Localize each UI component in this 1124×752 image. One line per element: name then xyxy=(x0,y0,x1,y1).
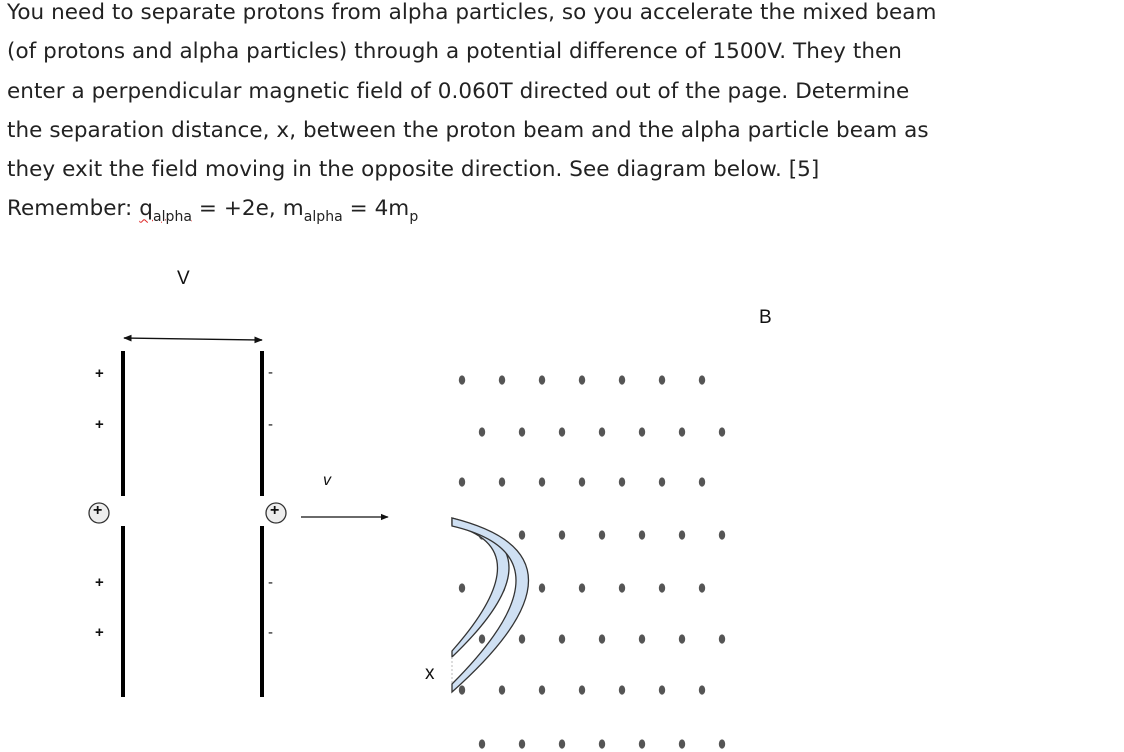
minus-sign-1: - xyxy=(268,364,273,381)
plus-sign-4: + xyxy=(95,624,104,641)
field-dot xyxy=(679,530,685,539)
field-dot xyxy=(619,375,625,384)
separation-label: x xyxy=(425,663,435,684)
field-dot xyxy=(499,685,505,694)
field-dot xyxy=(519,427,525,436)
field-dot xyxy=(639,739,645,748)
m-proton-subscript: p xyxy=(409,209,419,226)
field-dot xyxy=(559,634,565,643)
field-dot xyxy=(699,477,705,486)
field-dot xyxy=(599,634,605,643)
question-line-3: enter a perpendicular magnetic field of 0.060T directed out of the page. Determine xyxy=(7,78,910,104)
field-dot xyxy=(659,583,665,592)
voltage-arrow xyxy=(124,338,262,340)
m-alpha-symbol: $m_{alpha}$ xyxy=(282,196,343,226)
field-dot xyxy=(719,739,725,748)
field-dot xyxy=(539,477,545,486)
field-dot xyxy=(519,530,525,539)
field-dot xyxy=(459,583,465,592)
ion-exit-sign: + xyxy=(270,502,280,519)
question-line-5: they exit the field moving in the opposite direction. See diagram below. [5] xyxy=(7,157,820,183)
field-dot xyxy=(499,375,505,384)
field-dot xyxy=(579,375,585,384)
field-dot xyxy=(559,427,565,436)
q-alpha-value: = +2e, xyxy=(192,196,283,222)
field-dot xyxy=(699,375,705,384)
field-dot xyxy=(719,530,725,539)
remember-prefix: Remember: xyxy=(7,196,140,222)
plus-sign-1: + xyxy=(95,365,104,382)
field-dot xyxy=(459,375,465,384)
field-dot xyxy=(579,583,585,592)
field-dot xyxy=(639,634,645,643)
question-line-4: the separation distance, x, between the proton beam and the alpha particle beam as xyxy=(7,117,929,143)
field-dot xyxy=(719,634,725,643)
field-dot xyxy=(479,427,485,436)
field-dot xyxy=(619,583,625,592)
field-dot xyxy=(659,685,665,694)
field-dot xyxy=(519,634,525,643)
q-alpha-symbol: $q_{alpha}$ xyxy=(139,196,192,226)
field-dot xyxy=(459,685,465,694)
field-dot xyxy=(479,739,485,748)
field-dot xyxy=(699,583,705,592)
field-dot xyxy=(719,427,725,436)
field-dot xyxy=(479,634,485,643)
field-dot xyxy=(579,477,585,486)
field-dot xyxy=(539,685,545,694)
field-dot xyxy=(679,739,685,748)
field-dot xyxy=(519,739,525,748)
field-dot xyxy=(659,477,665,486)
minus-sign-3: - xyxy=(268,574,273,591)
question-line-2: (of protons and alpha particles) through a potential difference of 1500V. They then xyxy=(7,39,902,65)
plus-sign-3: + xyxy=(95,574,104,591)
field-dot xyxy=(619,477,625,486)
velocity-label: v xyxy=(323,472,331,489)
plus-sign-2: + xyxy=(95,416,104,433)
voltage-label: V xyxy=(177,268,190,289)
field-dot xyxy=(459,477,465,486)
field-label: B xyxy=(759,307,772,328)
field-dot xyxy=(499,477,505,486)
field-dot xyxy=(659,375,665,384)
ion-start-sign: + xyxy=(93,502,103,519)
field-dot xyxy=(579,685,585,694)
minus-sign-4: - xyxy=(268,624,273,641)
field-dot xyxy=(699,685,705,694)
field-dot xyxy=(639,530,645,539)
field-dot xyxy=(559,739,565,748)
field-dot xyxy=(599,530,605,539)
minus-sign-2: - xyxy=(268,416,273,433)
m-alpha-value: = 4m xyxy=(342,196,410,222)
field-dot xyxy=(619,685,625,694)
field-dot xyxy=(599,427,605,436)
question-line-1: You need to separate protons from alpha particles, so you accelerate the mixed beam xyxy=(7,0,937,25)
field-dot xyxy=(539,375,545,384)
field-dot xyxy=(539,583,545,592)
field-dot xyxy=(639,427,645,436)
field-dot xyxy=(679,634,685,643)
field-dot xyxy=(679,427,685,436)
field-dot xyxy=(559,530,565,539)
field-dot xyxy=(599,739,605,748)
